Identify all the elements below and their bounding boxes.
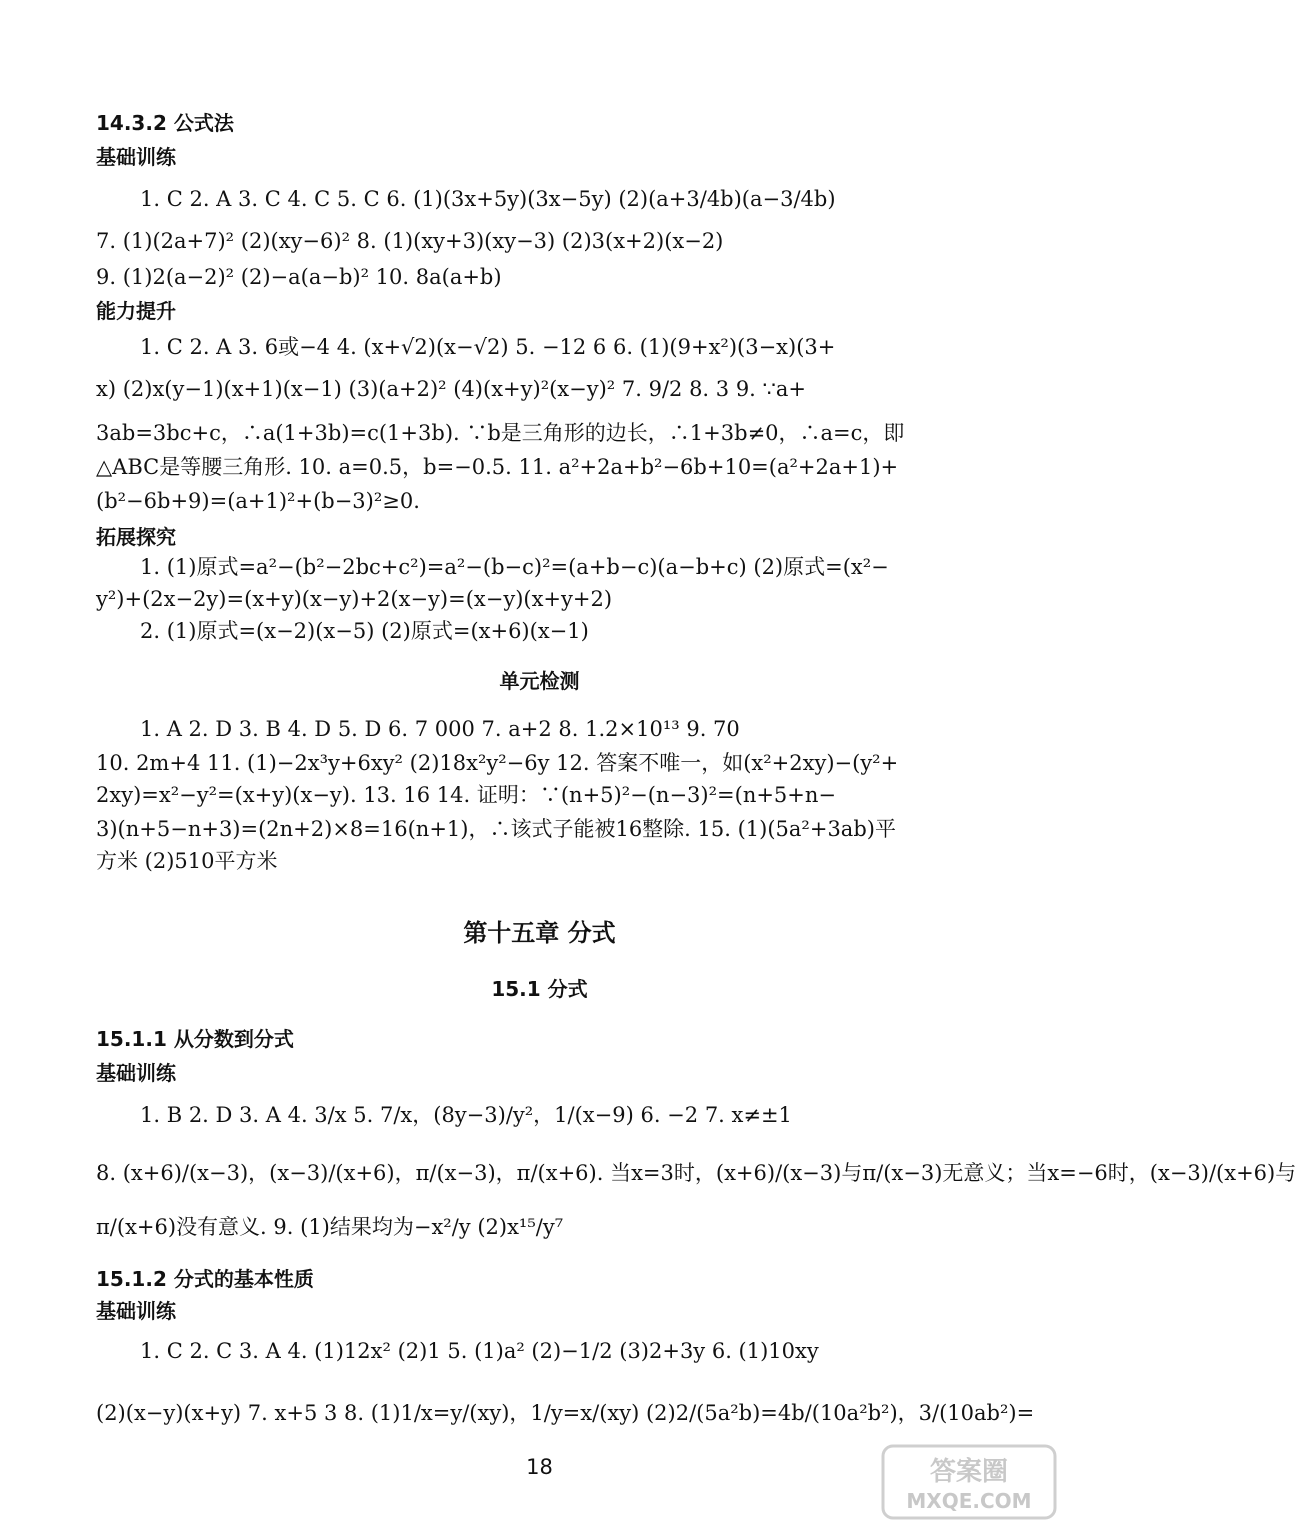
- answer-line: 方米 (2)510平方米: [96, 849, 278, 873]
- chapter-title: 第十五章 分式: [463, 919, 616, 947]
- answer-line: 1. B 2. D 3. A 4. 3/x 5. 7/x，(8y−3)/y²，1/(x−9) 6. −2 7. x≠±1: [140, 1103, 792, 1127]
- answer-line: 1. C 2. A 3. C 4. C 5. C 6. (1)(3x+5y)(3x−5y) (2)(a+3/4b)(a−3/4b): [140, 187, 836, 211]
- answer-line: x) (2)x(y−1)(x+1)(x−1) (3)(a+2)² (4)(x+y)²(x−y)² 7. 9/2 8. 3 9. ∵a+: [96, 377, 807, 401]
- page-number: 18: [526, 1455, 553, 1479]
- answer-line: 9. (1)2(a−2)² (2)−a(a−b)² 10. 8a(a+b): [96, 265, 502, 289]
- answer-line: 1. A 2. D 3. B 4. D 5. D 6. 7 000 7. a+2 8. 1.2×10¹³ 9. 70: [140, 717, 740, 741]
- answer-line: 1. (1)原式=a²−(b²−2bc+c²)=a²−(b−c)²=(a+b−c)(a−b+c) (2)原式=(x²−: [140, 555, 889, 579]
- answer-line: y²)+(2x−2y)=(x+y)(x−y)+2(x−y)=(x−y)(x+y+2): [96, 587, 613, 611]
- subsection-heading: 基础训练: [96, 1061, 176, 1085]
- unit-test-heading: 单元检测: [499, 669, 580, 693]
- answer-line: π/(x+6)没有意义. 9. (1)结果均为−x²/y (2)x¹⁵/y⁷: [96, 1215, 564, 1239]
- section-heading: 15.1.1 从分数到分式: [96, 1027, 294, 1051]
- svg-text:MXQE.COM: MXQE.COM: [906, 1489, 1032, 1513]
- answer-line: 8. (x+6)/(x−3)，(x−3)/(x+6)，π/(x−3)，π/(x+6). 当x=3时，(x+6)/(x−3)与π/(x−3)无意义；当x=−6时，(x−3)/(x+6)与: [96, 1161, 1296, 1185]
- answer-line: 1. C 2. C 3. A 4. (1)12x² (2)1 5. (1)a² (2)−1/2 (3)2+3y 6. (1)10xy: [140, 1339, 819, 1363]
- subsection-heading: 能力提升: [96, 299, 176, 323]
- answer-line: (b²−6b+9)=(a+1)²+(b−3)²≥0.: [96, 489, 420, 513]
- answer-line: 2. (1)原式=(x−2)(x−5) (2)原式=(x+6)(x−1): [140, 619, 589, 643]
- subsection-heading: 基础训练: [96, 145, 176, 169]
- section-heading: 15.1.2 分式的基本性质: [96, 1267, 314, 1291]
- watermark-logo: [879, 1442, 1059, 1522]
- section-title: 15.1 分式: [491, 977, 588, 1001]
- answer-line: 3)(n+5−n+3)=(2n+2)×8=16(n+1)，∴该式子能被16整除. 15. (1)(5a²+3ab)平: [96, 817, 896, 841]
- svg-text:答案圈: 答案圈: [929, 1457, 1009, 1487]
- subsection-heading: 基础训练: [96, 1299, 176, 1323]
- section-heading: 14.3.2 公式法: [96, 111, 234, 135]
- answer-line: 10. 2m+4 11. (1)−2x³y+6xy² (2)18x²y²−6y 12. 答案不唯一，如(x²+2xy)−(y²+: [96, 751, 899, 775]
- subsection-heading: 拓展探究: [96, 525, 176, 549]
- answer-line: 1. C 2. A 3. 6或−4 4. (x+√2)(x−√2) 5. −12 6 6. (1)(9+x²)(3−x)(3+: [140, 335, 836, 359]
- answer-line: 7. (1)(2a+7)² (2)(xy−6)² 8. (1)(xy+3)(xy−3) (2)3(x+2)(x−2): [96, 229, 724, 253]
- answer-line: 3ab=3bc+c，∴a(1+3b)=c(1+3b). ∵b是三角形的边长，∴1+3b≠0，∴a=c，即: [96, 421, 905, 445]
- answer-line: 2xy)=x²−y²=(x+y)(x−y). 13. 16 14. 证明：∵(n+5)²−(n−3)²=(n+5+n−: [96, 783, 837, 807]
- answer-line: △ABC是等腰三角形. 10. a=0.5，b=−0.5. 11. a²+2a+b²−6b+10=(a²+2a+1)+: [96, 455, 899, 479]
- answer-line: (2)(x−y)(x+y) 7. x+5 3 8. (1)1/x=y/(xy)，1/y=x/(xy) (2)2/(5a²b)=4b/(10a²b²)，3/(10ab²)=: [96, 1401, 1035, 1425]
